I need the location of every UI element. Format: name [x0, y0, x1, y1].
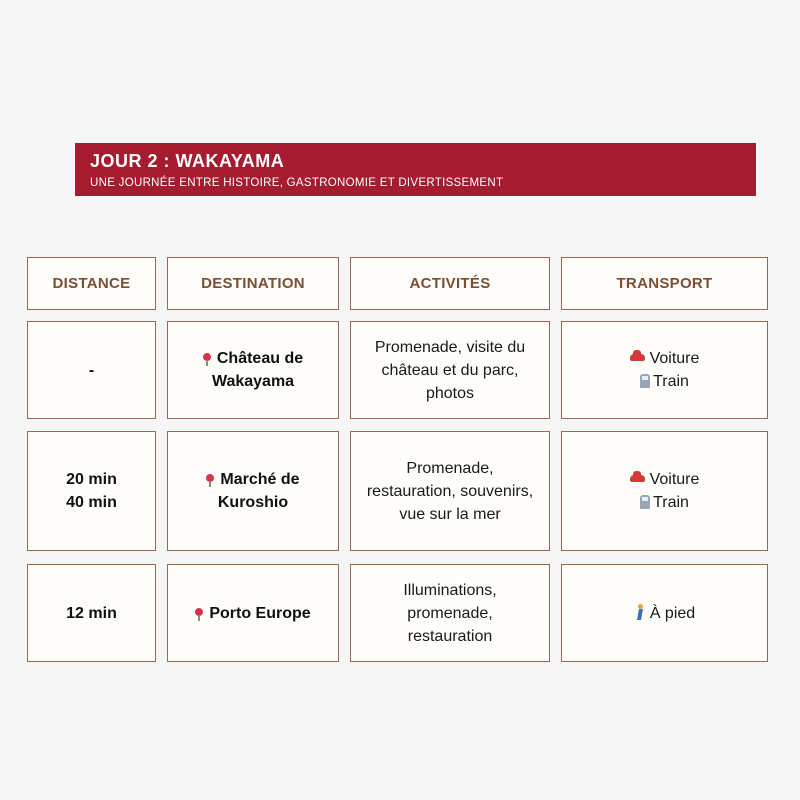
car-icon [630, 475, 645, 482]
distance-value: - [88, 361, 95, 379]
header-distance: DISTANCE [27, 257, 156, 310]
distance-value: 12 min [66, 604, 117, 622]
table-row-1-distance [27, 321, 156, 419]
table-row-3-transport [561, 564, 768, 662]
transport-label: À pied [649, 604, 696, 622]
table-row-2-destination [167, 431, 339, 551]
destination-line-1: Porto Europe [209, 604, 311, 622]
header-destination: DESTINATION [167, 257, 339, 310]
car-icon [630, 354, 645, 361]
transport-label: Voiture [649, 350, 700, 367]
transport-label: Voiture [649, 471, 700, 488]
table-row-2-transport [561, 431, 768, 551]
destination-line-1: Château de [216, 350, 304, 367]
destination-line-2: Kuroshio [217, 494, 289, 511]
activities-text: Promenade, restauration, souvenirs, vue sur la mer [366, 459, 534, 523]
table-row-2-activities [350, 431, 550, 551]
transport-label: Train [653, 373, 689, 390]
distance-value: 20 min [66, 471, 117, 488]
walking-person-icon [634, 604, 646, 620]
train-icon [640, 374, 650, 388]
header-transport: TRANSPORT [561, 257, 768, 310]
pin-icon [203, 353, 211, 361]
title-banner [75, 143, 756, 196]
pin-icon [195, 608, 203, 616]
header-activities: ACTIVITÉS [350, 257, 550, 310]
table-row-1-activities [350, 321, 550, 419]
table-row-1-destination [167, 321, 339, 419]
train-icon [640, 495, 650, 509]
table-row-3-distance [27, 564, 156, 662]
table-row-3-activities [350, 564, 550, 662]
distance-value: 40 min [66, 494, 117, 511]
table-row-2-distance [27, 431, 156, 551]
table-row-1-transport [561, 321, 768, 419]
page-title: JOUR 2 : WAKAYAMA [90, 151, 285, 171]
transport-label: Train [653, 494, 689, 511]
page-subtitle: UNE JOURNÉE ENTRE HISTOIRE, GASTRONOMIE ET DIVERTISSEMENT [90, 177, 504, 189]
table-row-3-destination [167, 564, 339, 662]
activities-text: Illuminations, promenade, restauration [403, 581, 497, 645]
pin-icon [206, 474, 214, 482]
destination-line-1: Marché de [220, 471, 300, 488]
activities-text: Promenade, visite du château et du parc, photos [374, 338, 526, 402]
destination-line-2: Wakayama [211, 373, 295, 390]
